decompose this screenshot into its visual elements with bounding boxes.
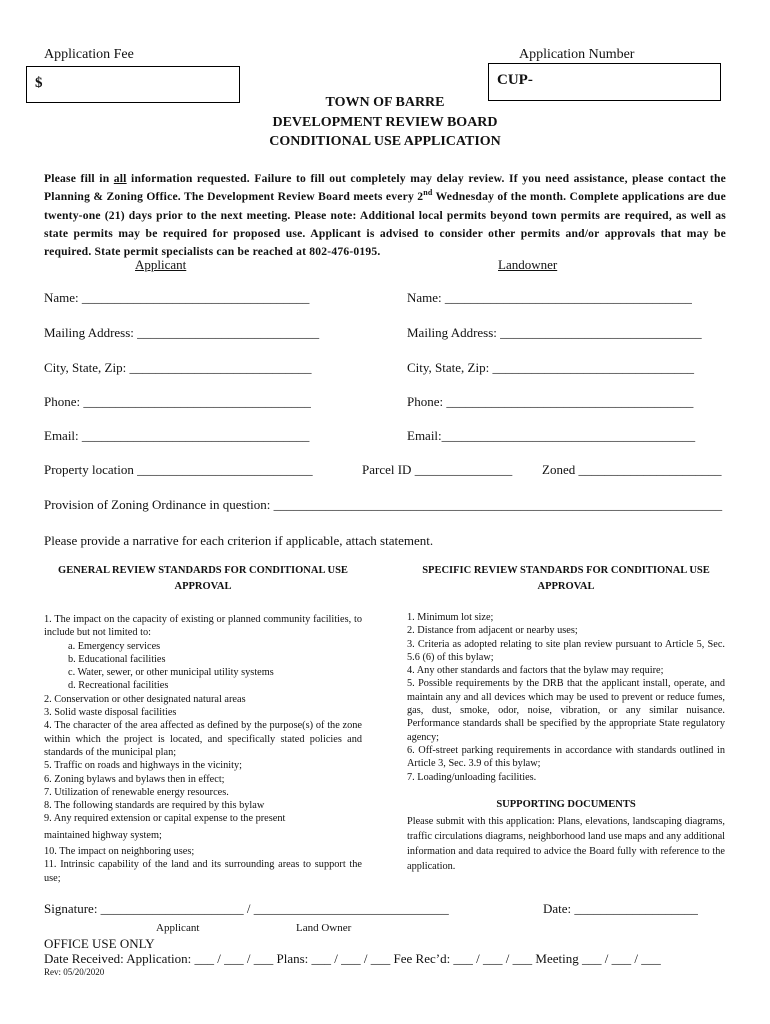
signature-field[interactable]: Signature: ______________________ / ______________________________: [44, 901, 449, 916]
landowner-city-field[interactable]: City, State, Zip: _______________________________: [407, 360, 694, 375]
intro-paragraph: Please fill in all information requested. Failure to fill out completely may delay review. If you need assistance, please contact the Planning & Zoning Office. The Development Review Board meets every 2nd Wednesday of the month. Complete applications are due twenty-one (21) days prior to the next meeting. Please note: Additional local permits beyond town permits are required, as well as state permits may be required for proposed use. Applicant is advised to consider other permits and/or approvals that may be required. State permit specialists can be reached at 802-476-0195.: [44, 172, 726, 259]
list-item: 2. Conservation or other designated natural areas: [44, 693, 246, 705]
list-item: 4. The character of the area affected as defined by the purpose(s) of the zone within which the project is located, and specifically stated policies and standards of the municipal plan;: [44, 720, 362, 758]
list-item: d. Recreational facilities: [68, 680, 169, 692]
list-item: 6. Zoning bylaws and bylaws then in effect;: [44, 773, 225, 785]
title-board: DEVELOPMENT REVIEW BOARD: [272, 115, 498, 130]
landowner-email-field[interactable]: Email:_______________________________________: [407, 428, 696, 443]
general-standards-list: [44, 613, 362, 885]
zoned-field[interactable]: Zoned ______________________: [542, 462, 722, 477]
list-item: maintained highway system;: [44, 829, 162, 841]
provision-field[interactable]: Provision of Zoning Ordinance in question: _____________________________________________________________________: [44, 497, 723, 512]
landowner-name-field[interactable]: Name: ______________________________________: [407, 290, 692, 305]
office-use-heading: OFFICE USE ONLY: [44, 936, 155, 951]
landowner-phone-field[interactable]: Phone: ______________________________________: [407, 394, 694, 409]
title-application: CONDITIONAL USE APPLICATION: [269, 134, 501, 149]
narrative-instruction: Please provide a narrative for each criterion if applicable, attach statement.: [44, 533, 434, 548]
specific-standards-heading: SPECIFIC REVIEW STANDARDS FOR CONDITIONAL USE APPROVAL: [422, 565, 710, 592]
list-item: 2. Distance from adjacent or nearby uses;: [407, 625, 578, 637]
list-item: 8. The following standards are required by this bylaw: [44, 800, 265, 812]
list-item: 10. The impact on neighboring uses;: [44, 846, 195, 858]
list-item: 9. Any required extension or capital expense to the present: [44, 813, 286, 825]
application-number-value: CUP-: [497, 72, 533, 88]
list-item: c. Water, sewer, or other municipal utility systems: [68, 667, 274, 679]
office-dates-line: Date Received: Application: ___ / ___ / ___ Plans: ___ / ___ / ___ Fee Rec’d: ___ / ___ / ___ Meeting ___ / ___ / ___: [44, 951, 661, 966]
list-item: b. Educational facilities: [68, 653, 166, 665]
application-number-label: Application Number: [519, 47, 635, 62]
supporting-documents-text: Please submit with this application: Plans, elevations, landscaping diagrams, traffic circulations diagrams, neighborhood land use maps and any additional information and data required to advice the Board fully with reference to the application.: [407, 816, 725, 872]
applicant-heading: Applicant: [135, 257, 187, 272]
applicant-signature-label: Applicant: [156, 922, 200, 934]
list-item: 1. The impact on the capacity of existing or planned community facilities, to include but not limited to:: [44, 614, 362, 639]
list-item: 11. Intrinsic capability of the land and its surrounding areas to support the use;: [44, 859, 362, 884]
owner-signature-label: Land Owner: [296, 922, 352, 934]
property-location-field[interactable]: Property location ___________________________: [44, 462, 313, 477]
list-item: 3. Criteria as adopted relating to site plan review pursuant to Article 5, Sec. 5.6 (6) of this bylaw;: [407, 638, 725, 663]
list-item: 4. Any other standards and factors that the bylaw may require;: [407, 665, 664, 677]
applicant-mailing-field[interactable]: Mailing Address: ____________________________: [44, 325, 320, 340]
supporting-documents-heading: SUPPORTING DOCUMENTS: [496, 799, 636, 810]
applicant-name-field[interactable]: Name: ___________________________________: [44, 290, 310, 305]
list-item: 3. Solid waste disposal facilities: [44, 707, 177, 719]
fee-value: $: [35, 75, 43, 91]
applicant-phone-field[interactable]: Phone: ___________________________________: [44, 394, 311, 409]
specific-standards-list: [407, 611, 725, 784]
landowner-heading: Landowner: [498, 257, 558, 272]
list-item: a. Emergency services: [68, 640, 161, 652]
applicant-city-field[interactable]: City, State, Zip: ____________________________: [44, 360, 312, 375]
list-item: 6. Off-street parking requirements in accordance with standards outlined in Article 3, Sec. 3.9 of this bylaw;: [407, 744, 725, 770]
landowner-mailing-field[interactable]: Mailing Address: _______________________________: [407, 325, 702, 340]
general-standards-heading: GENERAL REVIEW STANDARDS FOR CONDITIONAL USE APPROVAL: [58, 565, 348, 592]
title-town: TOWN OF BARRE: [325, 95, 445, 110]
list-item: 7. Loading/unloading facilities.: [407, 771, 537, 783]
list-item: 7. Utilization of renewable energy resources.: [44, 786, 229, 798]
applicant-email-field[interactable]: Email: ___________________________________: [44, 428, 310, 443]
list-item: 5. Possible requirements by the DRB that the applicant install, operate, and maintain any and all devices which may be used to prevent or reduce fumes, gas, dust, smoke, odor, noise, vibration, or any similar nuisance. Performance standards shall be specified by the appropriate State regulatory agency;: [407, 678, 725, 743]
list-item: 5. Traffic on roads and highways in the vicinity;: [44, 760, 243, 772]
date-field[interactable]: Date: ___________________: [543, 901, 698, 916]
list-item: 1. Minimum lot size;: [407, 612, 494, 623]
application-fee-label: Application Fee: [44, 47, 134, 62]
parcel-id-field[interactable]: Parcel ID _______________: [362, 462, 513, 477]
revision-label: Rev: 05/20/2020: [44, 967, 105, 977]
